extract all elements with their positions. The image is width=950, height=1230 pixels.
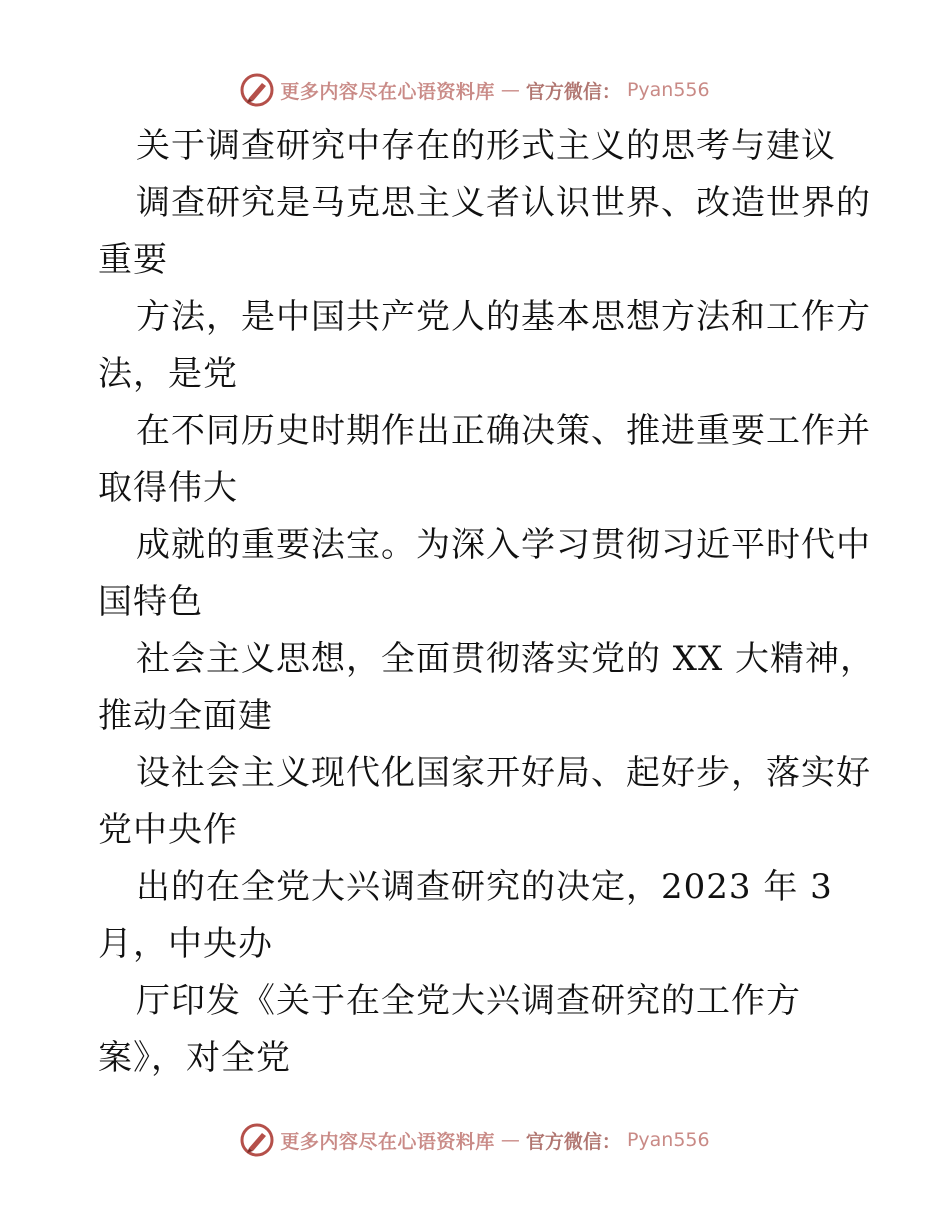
body-line: 案》，对全党 — [98, 1038, 291, 1078]
document-body — [98, 118, 898, 1087]
banner-dash: — — [500, 79, 520, 101]
body-line: 月，中央办 — [98, 924, 273, 964]
body-line: 成就的重要法宝。为深入学习贯彻习近平时代中 — [136, 525, 871, 565]
banner-sub-text: 官方微信： — [525, 80, 621, 103]
banner-main-text: 更多内容尽在心语资料库 — [280, 1130, 495, 1153]
body-line: 在不同历史时期作出正确决策、推进重要工作并 — [136, 411, 871, 451]
body-line: 推动全面建 — [98, 696, 273, 736]
body-line: 取得伟大 — [98, 468, 238, 508]
footer-banner — [0, 1120, 950, 1160]
body-line: 重要 — [98, 240, 168, 280]
body-line: 社会主义思想，全面贯彻落实党的 XX 大精神， — [136, 639, 876, 679]
document-title: 关于调查研究中存在的形式主义的思考与建议 — [136, 126, 836, 166]
banner-wechat-id: Pyan556 — [626, 79, 710, 101]
body-line: 国特色 — [98, 582, 203, 622]
header-banner — [0, 70, 950, 110]
banner-wechat-id: Pyan556 — [626, 1129, 710, 1151]
banner-main-text: 更多内容尽在心语资料库 — [280, 80, 495, 103]
pen-logo-icon — [240, 1123, 274, 1157]
body-line: 调查研究是马克思主义者认识世界、改造世界的 — [136, 183, 871, 223]
body-line: 方法，是中国共产党人的基本思想方法和工作方 — [136, 297, 871, 337]
body-line: 法，是党 — [98, 354, 238, 394]
pen-logo-icon — [240, 73, 274, 107]
body-line: 设社会主义现代化国家开好局、起好步，落实好 — [136, 753, 871, 793]
banner-sub-text: 官方微信： — [525, 1130, 621, 1153]
banner-dash: — — [500, 1129, 520, 1151]
body-line: 厅印发《关于在全党大兴调查研究的工作方 — [136, 981, 801, 1021]
body-line: 出的在全党大兴调查研究的决定，2023 年 3 — [136, 867, 833, 907]
body-line: 党中央作 — [98, 810, 238, 850]
